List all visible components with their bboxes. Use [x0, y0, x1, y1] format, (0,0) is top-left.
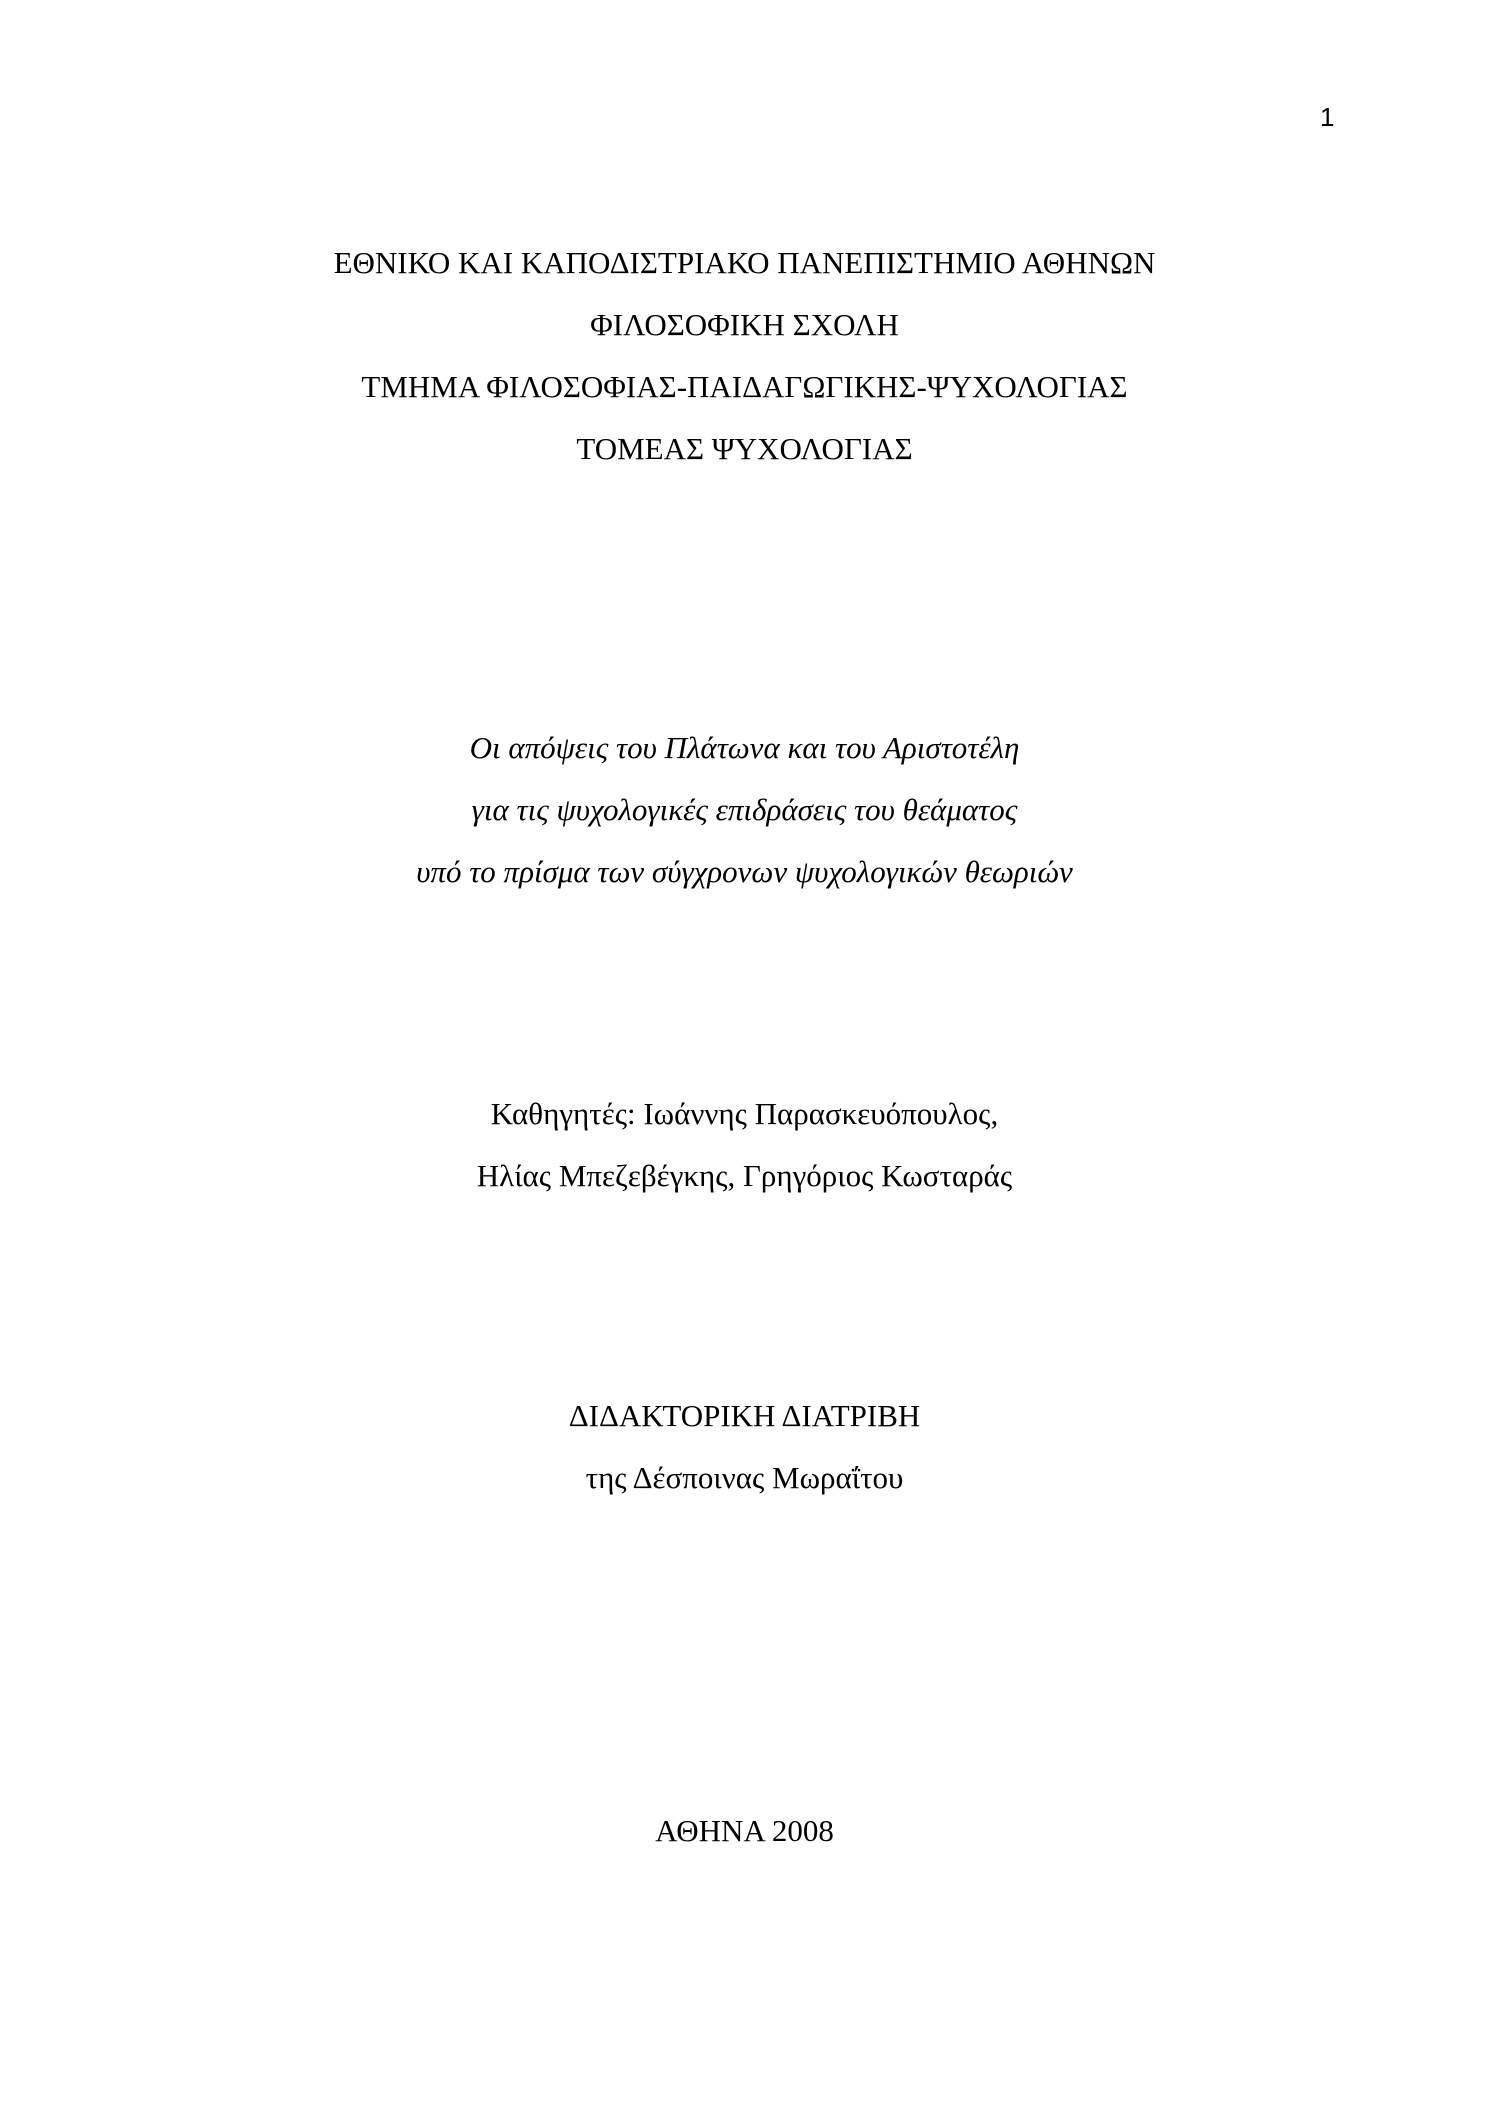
- thesis-title: [0, 717, 1489, 903]
- place-year-text: ΑΘΗΝΑ 2008: [655, 1813, 834, 1848]
- title-line-2: για τις ψυχολογικές επιδράσεις του θεάματος: [471, 792, 1018, 827]
- school-name: ΦΙΛΟΣΟΦΙΚΗ ΣΧΟΛΗ: [590, 307, 899, 342]
- supervisors-line-2: Ηλίας Μπεζεβέγκης, Γρηγόριος Κωσταράς: [476, 1158, 1013, 1193]
- title-line-3: υπό το πρίσμα των σύγχρονων ψυχολογικών θεωριών: [416, 854, 1073, 889]
- thesis-type: ΔΙΔΑΚΤΟΡΙΚΗ ΔΙΑΤΡΙΒΗ: [568, 1398, 921, 1433]
- supervisors: [0, 1083, 1489, 1207]
- thesis-info: [0, 1385, 1489, 1509]
- title-line-1: Οι απόψεις του Πλάτωνα και του Αριστοτέλη: [469, 730, 1020, 765]
- university-name: ΕΘΝΙΚΟ ΚΑΙ ΚΑΠΟΔΙΣΤΡΙΑΚΟ ΠΑΝΕΠΙΣΤΗΜΙΟ ΑΘΗΝΩΝ: [333, 245, 1156, 280]
- section-name: ΤΟΜΕΑΣ ΨΥΧΟΛΟΓΙΑΣ: [576, 431, 913, 466]
- thesis-author: της Δέσποινας Μωραΐτου: [585, 1460, 904, 1495]
- institution-header: [0, 232, 1489, 480]
- supervisors-line-1: Καθηγητές: Ιωάννης Παρασκευόπουλος,: [490, 1096, 999, 1131]
- place-year: [0, 1800, 1489, 1862]
- department-name: ΤΜΗΜΑ ΦΙΛΟΣΟΦΙΑΣ-ΠΑΙΔΑΓΩΓΙΚΗΣ-ΨΥΧΟΛΟΓΙΑΣ: [361, 369, 1128, 404]
- page-number: 1: [1320, 102, 1335, 132]
